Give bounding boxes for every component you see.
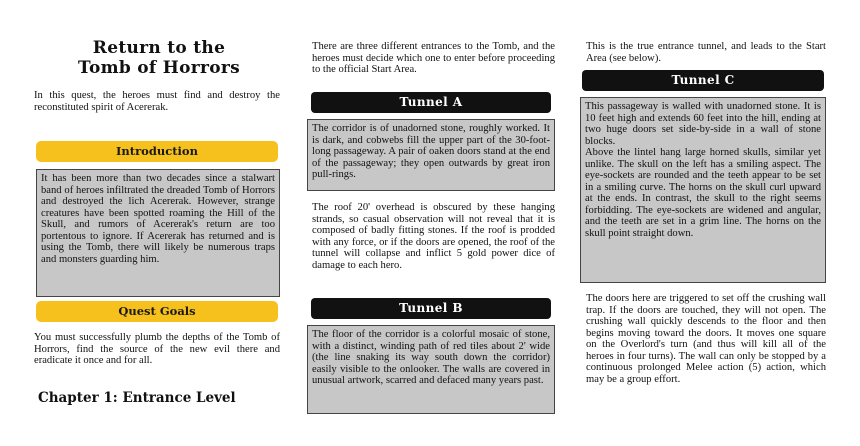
tunnel-c-box-paragraph-1: This passageway is walled with unadorned stone. It is 10 feet high and extends 60 feet into the hill, ending at two huge doors set side-by-side in a wall of stone blocks. xyxy=(585,101,821,147)
tunnel-c-box xyxy=(580,97,826,283)
quest-goals-paragraph: You must successfully plumb the depths of the Tomb of Horrors, find the source of the new evil there and eradicate it once and for all. xyxy=(34,332,280,366)
title-line-1: Return to the xyxy=(92,38,226,58)
tunnel-a-heading: Tunnel A xyxy=(311,92,551,113)
roof-paragraph: The roof 20' overhead is obscured by these hanging strands, so casual observation will not reveal that it is composed of badly fitting stones. If the roof is prodded with any force, or if the doors are opened, the roof of the tunnel will collapse and inflict 5 gold power dice of damage to each hero. xyxy=(312,202,555,271)
tunnel-c-heading: Tunnel C xyxy=(582,70,824,91)
quest-goals-heading: Quest Goals xyxy=(36,301,278,322)
chapter-heading: Chapter 1: Entrance Level xyxy=(38,390,236,406)
introduction-box: It has been more than two decades since a stalwart band of heroes infiltrated the dreaded Tomb of Horrors and destroyed the lich Acererak. However, strange creatures have been spotted roaming the Hill of the Skull, and rumors of Acererak's return are too portentous to ignore. If Acererak has returned and is using the Tomb, there will likely be numerous traps and monsters guarding him. xyxy=(36,169,280,297)
entrances-paragraph: There are three different entrances to the Tomb, and the heroes must decide which one to enter before proceeding to the official Start Area. xyxy=(312,41,555,75)
true-entrance-paragraph: This is the true entrance tunnel, and leads to the Start Area (see below). xyxy=(586,41,826,64)
title-line-2: Tomb of Horrors xyxy=(77,58,241,78)
tunnel-b-box: The floor of the corridor is a colorful mosaic of stone, with a distinct, winding path of red tiles about 2' wide (the line snaking its way south down the corridor) easily visible to the onlooker. The walls are covered in unusual artwork, scarred and defaced many years past. xyxy=(307,325,555,414)
introduction-heading: Introduction xyxy=(36,141,278,162)
doors-paragraph: The doors here are triggered to set off the crushing wall trap. If the doors are touched, they will not open. The crushing wall quickly descends to the floor and then begins moving toward the doors. It moves one square on the Overlord's turn (and thus will kill all of the heroes in four turns). The wall can only be stopped by a continuous prolonged Melee action (5) action, which may be a group effort. xyxy=(586,293,826,385)
tunnel-b-heading: Tunnel B xyxy=(311,298,551,319)
page-title xyxy=(34,38,284,78)
tunnel-c-box-paragraph-2: Above the lintel hang large horned skulls, similar yet unlike. The skull on the left has a smiling aspect. The eye-sockets are rounded and the teeth appear to be set in a smiling curve. The horns on the skull curl upward at the ends. In contrast, the skull to the right seems forbidding. The eye-sockets are widened and angular, and the teeth are set in a grim line. The horns on the skull point straight down. xyxy=(585,147,821,239)
intro-paragraph: In this quest, the heroes must find and destroy the reconstituted spirit of Acererak. xyxy=(34,90,280,113)
tunnel-a-box: The corridor is of unadorned stone, roughly worked. It is dark, and cobwebs fill the upper part of the 30-foot-long passageway. A pair of oaken doors stand at the end of the passageway; they open outwards by great iron pull-rings. xyxy=(307,119,555,191)
